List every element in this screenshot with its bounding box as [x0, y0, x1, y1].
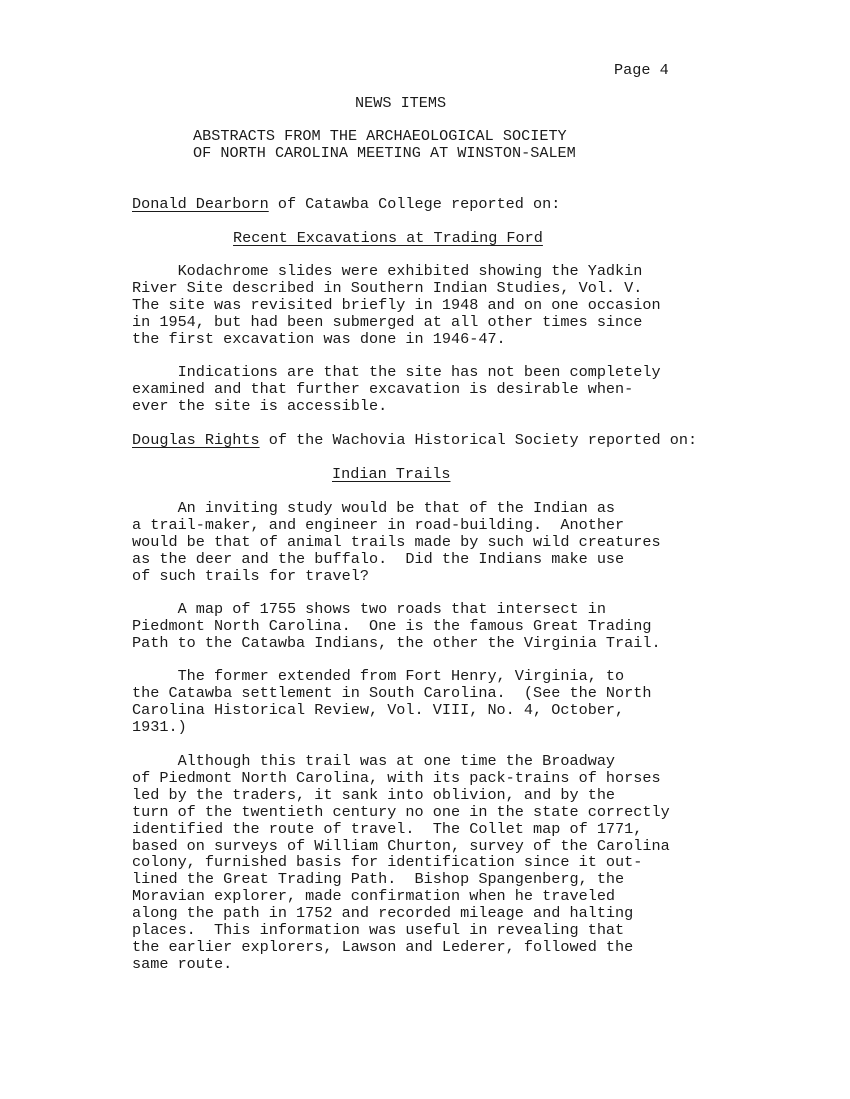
report-2-paragraph-4: Although this trail was at one time the Broadway of Piedmont North Carolina, with its pack-trains of horses led by the traders, it sank into oblivion, and by the turn of the twentieth century no one in the state correctly identified the route of travel. The Collet map of 1771, based on surveys of William Churton, survey of the Carolina colony, furnished basis for identification since it out- lined the Great Trading Path. Bishop Spangenberg, the Moravian explorer, made confirmation when he traveled along the path in 1752 and recorded mileage and halting places. This information was useful in revealing that the earlier explorers, Lawson and Lederer, followed the same route.: [132, 752, 670, 973]
report-2-paragraph-1: An inviting study would be that of the Indian as a trail-maker, and engineer in road-building. Another would be that of animal trails made by such wild creatures as the deer and the buffalo. Did the Indians make use of such trails for travel?: [132, 499, 661, 585]
report-2-paragraph-2: A map of 1755 shows two roads that intersect in Piedmont North Carolina. One is the famous Great Trading Path to the Catawba Indians, the other the Virginia Trail.: [132, 600, 661, 652]
report-1-affiliation: of Catawba College reported on:: [268, 195, 561, 213]
report-2-paragraph-3: The former extended from Fort Henry, Virginia, to the Catawba settlement in South Carolina. (See the North Carolina Historical Review, Vol. VIII, No. 4, October, 1931.): [132, 667, 652, 736]
report-1-paragraph-2: Indications are that the site has not been completely examined and that further excavation is desirable when- ever the site is accessible.: [132, 363, 661, 415]
report-2-title: Indian Trails: [332, 465, 451, 483]
report-2-byline: [132, 432, 697, 449]
section-title: NEWS ITEMS: [355, 94, 447, 112]
abstract-heading-line-2: OF NORTH CAROLINA MEETING AT WINSTON-SALEM: [193, 144, 576, 162]
report-1-byline: [132, 196, 560, 213]
report-2-affiliation: of the Wachovia Historical Society reported on:: [259, 431, 698, 449]
report-1-paragraph-1: Kodachrome slides were exhibited showing the Yadkin River Site described in Southern Indian Studies, Vol. V. The site was revisited briefly in 1948 and on one occasion in 1954, but had been submerged at all other times since the first excavation was done in 1946-47.: [132, 262, 661, 348]
abstract-heading-line-1: ABSTRACTS FROM THE ARCHAEOLOGICAL SOCIETY: [193, 127, 567, 145]
report-1-speaker: Donald Dearborn: [132, 195, 269, 213]
report-2-speaker: Douglas Rights: [132, 431, 260, 449]
report-1-title: Recent Excavations at Trading Ford: [233, 229, 543, 247]
page-number: Page 4: [614, 61, 669, 79]
